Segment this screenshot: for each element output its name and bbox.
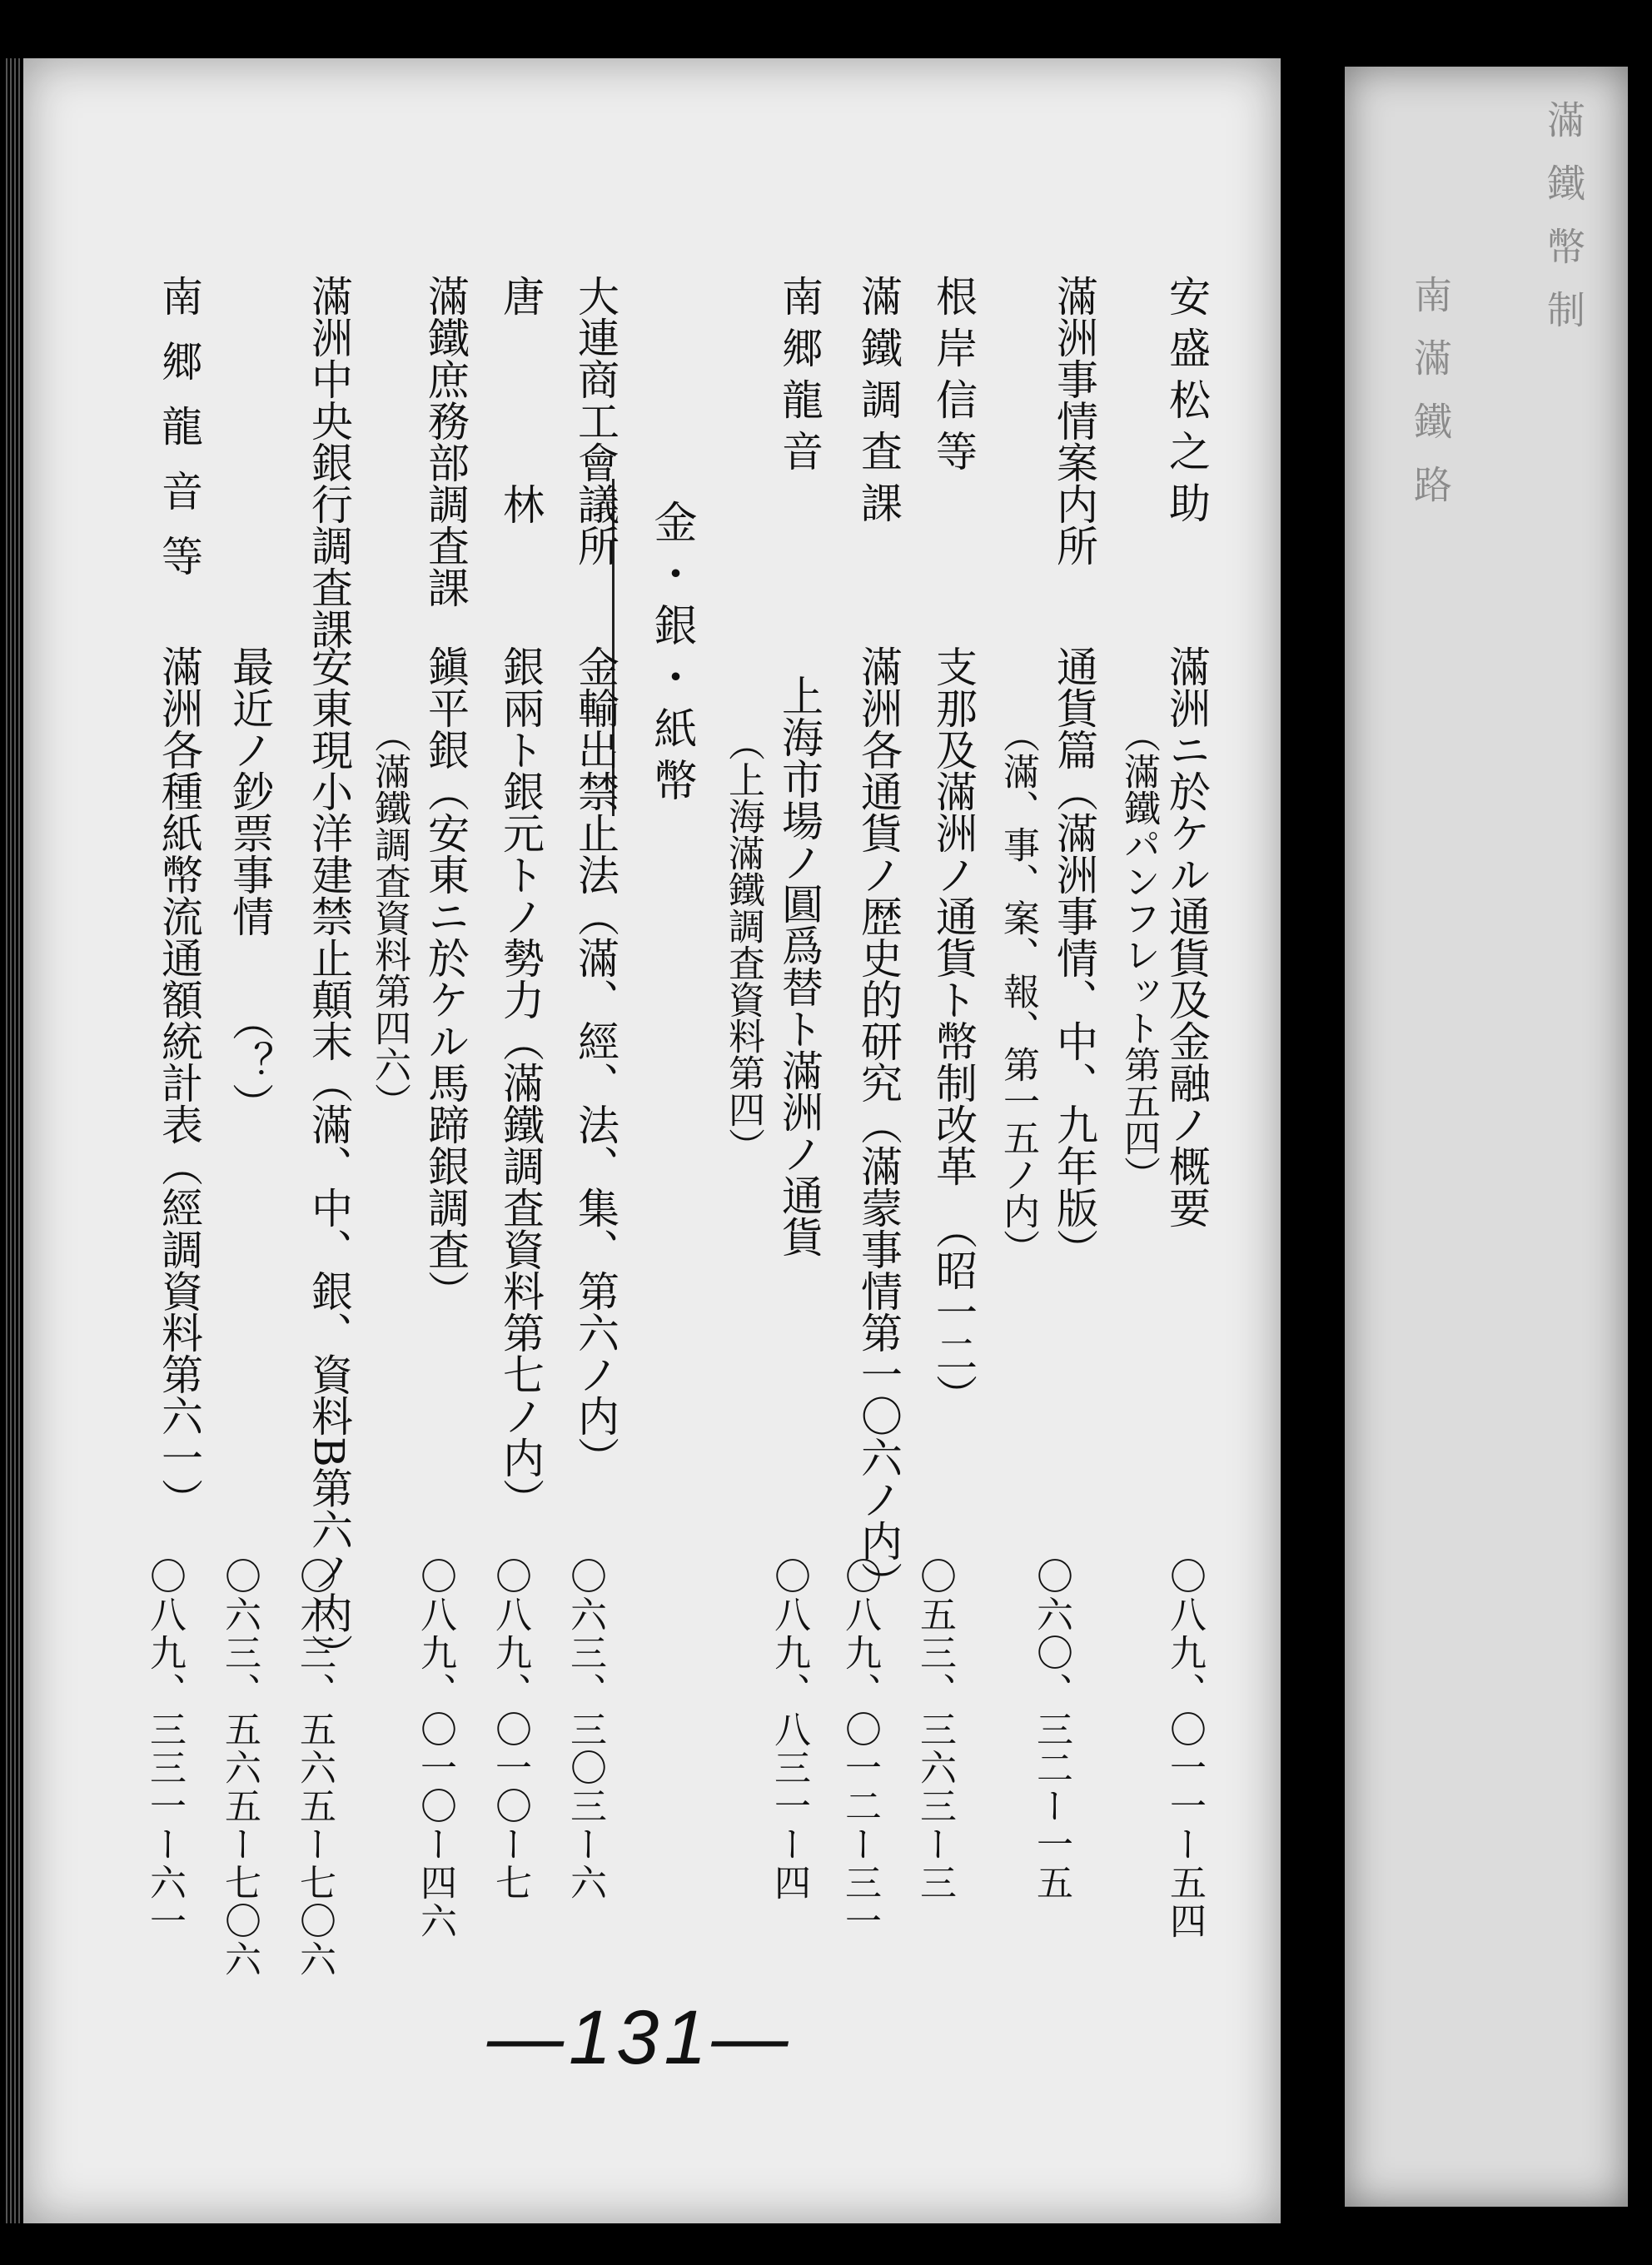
entry-3-code: 〇五三、三六三ー三 xyxy=(913,1557,956,1902)
facing-page-line-2: 南滿鐵路 xyxy=(1408,275,1453,528)
entry-1-author: 安盛松之助 xyxy=(1162,275,1211,533)
entry-8-sub: （滿鐵調査資料第四六） xyxy=(368,716,411,1119)
entry-6-title: 金輸出禁止法（滿、經、法、集、第六ノ内） xyxy=(571,645,620,1478)
entry-4-author: 滿鐵調査課 xyxy=(854,275,903,533)
entry-5-code: 〇八九、八三一ー四 xyxy=(768,1557,810,1902)
entry-8-author: 滿鐵庶務部調査課 xyxy=(421,275,470,608)
entry-11-title: 滿洲各種紙幣流通額統計表（經調資料第六一） xyxy=(155,645,203,1520)
entry-11-author: 南郷龍音等 xyxy=(155,275,203,600)
entry-9-title: 安東現小洋建禁止顛末（滿、中、銀、資料B第六ノ内） xyxy=(305,645,353,1675)
book-edge xyxy=(3,58,20,2223)
page-number: —131— xyxy=(487,1995,794,2080)
entry-5-title: 上海市場ノ圓爲替ト滿洲ノ通貨 xyxy=(775,675,824,1257)
entry-2-title: 通貨篇（滿洲事情、中、九年版） xyxy=(1050,645,1098,1270)
entry-1-sub: （滿鐵パンフレット第五四） xyxy=(1117,716,1160,1192)
entry-7-code: 〇八九、〇一〇ー七 xyxy=(489,1557,531,1902)
entry-4-title: 滿洲各通貨ノ歴史的研究（滿蒙事情第一〇六ノ内） xyxy=(854,645,903,1603)
entry-6-code: 〇六三、三〇三ー六 xyxy=(564,1557,606,1902)
facing-page xyxy=(1345,67,1628,2207)
entry-4-code: 〇八九、〇一二ー三一 xyxy=(838,1557,881,1940)
entry-5-sub: （上海滿鐵調査資料第四） xyxy=(722,724,764,1164)
entry-6-author: 大連商工會議所 xyxy=(571,275,620,566)
entry-8-title: 鎭平銀（安東ニ於ケル馬蹄銀調査） xyxy=(421,645,470,1312)
entry-1-code: 〇八九、〇一一ー五四 xyxy=(1163,1557,1206,1940)
entry-8-code: 〇八九、〇一〇ー四六 xyxy=(414,1557,456,1940)
entry-2-code: 〇六〇、三二ー一五 xyxy=(1030,1557,1072,1902)
entry-1-title: 滿洲ニ於ケル通貨及金融ノ概要 xyxy=(1162,645,1211,1228)
facing-page-line-1: 滿鐵幣制 xyxy=(1541,100,1586,353)
entry-3-author: 根岸信等 xyxy=(929,275,978,481)
entry-10-title: 最近ノ鈔票事情 （？） xyxy=(226,645,274,1124)
entry-9-author: 滿洲中央銀行調査課 xyxy=(305,275,353,650)
entry-7-title: 銀兩ト銀元トノ勢力（滿鐵調査資料第七ノ内） xyxy=(496,645,545,1520)
entry-9-code: 〇六三、五六五ー七〇六 xyxy=(293,1557,336,1979)
section-heading: 金・銀・紙幣 xyxy=(646,500,696,809)
entry-11-code: 〇八九、三三一ー六一 xyxy=(143,1557,186,1940)
entry-3-title: 支那及滿洲ノ通貨ト幣制改革 （昭一二） xyxy=(929,645,978,1416)
entry-7-author: 唐林 xyxy=(496,275,545,691)
entry-5-author: 南郷龍音 xyxy=(775,275,824,481)
entry-2-author: 滿洲事情案内所 xyxy=(1050,275,1098,566)
entry-2-sub: （滿、事、案、報、第一五ノ内） xyxy=(997,716,1039,1266)
entry-10-code: 〇六三、五六五ー七〇六 xyxy=(218,1557,261,1979)
